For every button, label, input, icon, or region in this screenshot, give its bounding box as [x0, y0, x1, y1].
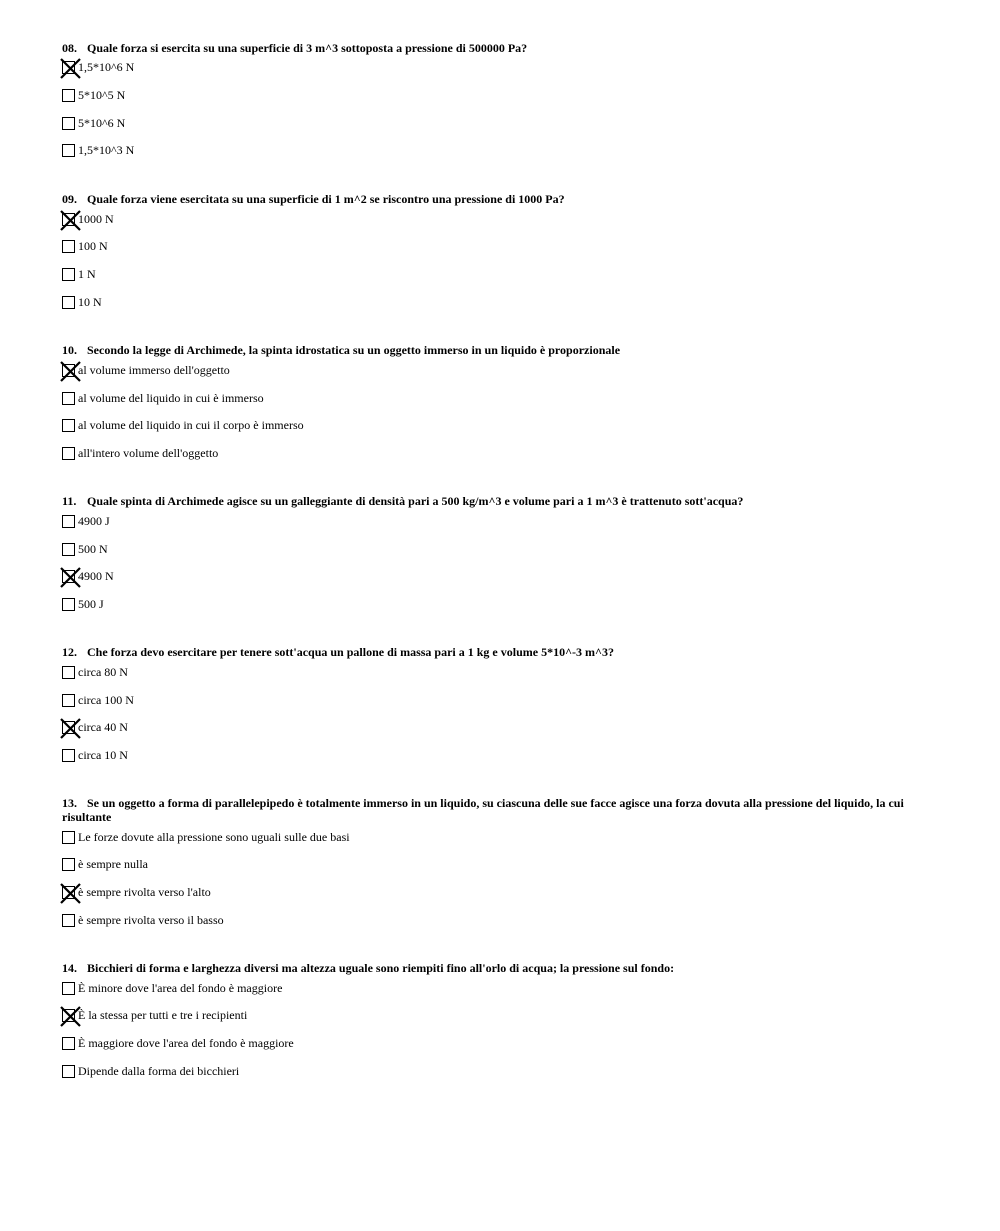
- question-prompt: Bicchieri di forma e larghezza diversi ma altezza uguale sono riempiti fino all'orlo di acqua; la pressione sul fondo:: [87, 961, 675, 975]
- answer-option[interactable]: [62, 856, 148, 872]
- answer-option[interactable]: [62, 294, 102, 310]
- checkbox[interactable]: [62, 831, 75, 844]
- question-prompt: Che forza devo esercitare per tenere sott'acqua un pallone di massa pari a 1 kg e volume 5*10^-3 m^3?: [87, 645, 615, 659]
- checkbox[interactable]: [62, 543, 75, 556]
- checkbox[interactable]: [62, 982, 75, 995]
- answer-option[interactable]: [62, 362, 230, 378]
- answer-option[interactable]: [62, 747, 128, 763]
- question-number: 09.: [62, 192, 77, 206]
- option-label: è sempre rivolta verso il basso: [78, 913, 224, 927]
- checkbox[interactable]: [62, 419, 75, 432]
- option-label: al volume del liquido in cui è immerso: [78, 391, 264, 405]
- question-text: [62, 961, 942, 975]
- answer-option[interactable]: [62, 1007, 247, 1023]
- option-label: È minore dove l'area del fondo è maggiore: [78, 981, 283, 995]
- question-number: 14.: [62, 961, 77, 975]
- answer-option[interactable]: [62, 211, 114, 227]
- answer-option[interactable]: [62, 87, 125, 103]
- checkbox[interactable]: [62, 447, 75, 460]
- option-label: È la stessa per tutti e tre i recipienti: [78, 1008, 248, 1022]
- option-label: è sempre rivolta verso l'alto: [78, 885, 211, 899]
- answer-option[interactable]: [62, 142, 134, 158]
- answer-option[interactable]: [62, 445, 218, 461]
- option-label: circa 100 N: [78, 693, 134, 707]
- checkbox[interactable]: [62, 914, 75, 927]
- question-5: [62, 796, 942, 927]
- answer-option[interactable]: [62, 541, 108, 557]
- question-4: [62, 645, 942, 762]
- question-prompt: Quale spinta di Archimede agisce su un galleggiante di densità pari a 500 kg/m^3 e volume pari a 1 m^3 è trattenuto sott'acqua?: [87, 494, 744, 508]
- question-prompt: Secondo la legge di Archimede, la spinta idrostatica su un oggetto immerso in un liquido è proporzionale: [87, 343, 621, 357]
- question-number: 12.: [62, 645, 77, 659]
- question-text: [62, 494, 942, 508]
- question-prompt: Se un oggetto a forma di parallelepipedo è totalmente immerso in un liquido, su ciascuna delle sue facce agisce una forza dovuta alla pressione del liquido, la cui risultante: [62, 796, 904, 824]
- option-label: all'intero volume dell'oggetto: [78, 446, 219, 460]
- cross-mark-icon: [60, 1006, 81, 1027]
- answer-option[interactable]: [62, 1063, 239, 1079]
- question-3: [62, 494, 942, 611]
- option-label: 5*10^5 N: [78, 88, 126, 102]
- question-number: 10.: [62, 343, 77, 357]
- answer-option[interactable]: [62, 417, 304, 433]
- cross-mark-icon: [60, 361, 81, 382]
- checkbox[interactable]: [62, 694, 75, 707]
- question-text: [62, 343, 942, 357]
- checkbox[interactable]: [62, 1065, 75, 1078]
- question-6: [62, 961, 942, 1078]
- option-label: circa 80 N: [78, 665, 128, 679]
- question-1: [62, 192, 942, 309]
- checkbox[interactable]: [62, 858, 75, 871]
- question-text: [62, 796, 942, 824]
- option-label: 1,5*10^3 N: [78, 143, 135, 157]
- checked-checkbox[interactable]: [62, 570, 75, 583]
- option-label: 100 N: [78, 239, 108, 253]
- option-label: Le forze dovute alla pressione sono uguali sulle due basi: [78, 830, 350, 844]
- answer-option[interactable]: [62, 390, 264, 406]
- option-label: 500 N: [78, 542, 108, 556]
- answer-option[interactable]: [62, 884, 211, 900]
- checkbox[interactable]: [62, 240, 75, 253]
- option-label: 1 N: [78, 267, 96, 281]
- cross-mark-icon: [60, 883, 81, 904]
- checked-checkbox[interactable]: [62, 61, 75, 74]
- option-label: 1000 N: [78, 212, 114, 226]
- option-label: è sempre nulla: [78, 857, 148, 871]
- option-label: circa 10 N: [78, 748, 128, 762]
- checkbox[interactable]: [62, 515, 75, 528]
- checkbox[interactable]: [62, 749, 75, 762]
- option-label: 1,5*10^6 N: [78, 60, 135, 74]
- checkbox[interactable]: [62, 1037, 75, 1050]
- option-label: È maggiore dove l'area del fondo è maggiore: [78, 1036, 294, 1050]
- question-text: [62, 192, 942, 206]
- option-label: al volume immerso dell'oggetto: [78, 363, 230, 377]
- checkbox[interactable]: [62, 144, 75, 157]
- answer-option[interactable]: [62, 719, 128, 735]
- checkbox[interactable]: [62, 268, 75, 281]
- answer-option[interactable]: [62, 1035, 294, 1051]
- checkbox[interactable]: [62, 666, 75, 679]
- option-label: 4900 N: [78, 569, 114, 583]
- answer-option[interactable]: [62, 829, 350, 845]
- answer-option[interactable]: [62, 568, 114, 584]
- answer-option[interactable]: [62, 596, 104, 612]
- option-label: 10 N: [78, 295, 102, 309]
- checked-checkbox[interactable]: [62, 721, 75, 734]
- option-label: 500 J: [78, 597, 104, 611]
- question-text: [62, 645, 942, 659]
- answer-option[interactable]: [62, 513, 110, 529]
- checked-checkbox[interactable]: [62, 886, 75, 899]
- answer-option[interactable]: [62, 115, 125, 131]
- answer-option[interactable]: [62, 692, 134, 708]
- answer-option[interactable]: [62, 980, 282, 996]
- question-prompt: Quale forza viene esercitata su una superficie di 1 m^2 se riscontro una pressione di 1000 Pa?: [87, 192, 565, 206]
- checkbox[interactable]: [62, 598, 75, 611]
- question-number: 13.: [62, 796, 77, 810]
- question-2: [62, 343, 942, 460]
- checkbox[interactable]: [62, 296, 75, 309]
- option-label: 4900 J: [78, 514, 110, 528]
- question-number: 11.: [62, 494, 77, 508]
- answer-option[interactable]: [62, 238, 108, 254]
- answer-option[interactable]: [62, 664, 128, 680]
- checked-checkbox[interactable]: [62, 213, 75, 226]
- answer-option[interactable]: [62, 59, 134, 75]
- question-0: [62, 41, 942, 157]
- question-prompt: Quale forza si esercita su una superficie di 3 m^3 sottoposta a pressione di 500000 Pa?: [87, 41, 528, 55]
- checkbox[interactable]: [62, 89, 75, 102]
- question-number: 08.: [62, 41, 77, 55]
- option-label: 5*10^6 N: [78, 116, 126, 130]
- answer-option[interactable]: [62, 266, 96, 282]
- checked-checkbox[interactable]: [62, 364, 75, 377]
- cross-mark-icon: [60, 58, 81, 79]
- option-label: Dipende dalla forma dei bicchieri: [78, 1064, 240, 1078]
- option-label: circa 40 N: [78, 720, 128, 734]
- checkbox[interactable]: [62, 117, 75, 130]
- option-label: al volume del liquido in cui il corpo è immerso: [78, 418, 304, 432]
- cross-mark-icon: [60, 718, 81, 739]
- cross-mark-icon: [60, 210, 81, 231]
- checked-checkbox[interactable]: [62, 1009, 75, 1022]
- checkbox[interactable]: [62, 392, 75, 405]
- cross-mark-icon: [60, 567, 81, 588]
- question-text: [62, 41, 942, 55]
- answer-option[interactable]: [62, 912, 224, 928]
